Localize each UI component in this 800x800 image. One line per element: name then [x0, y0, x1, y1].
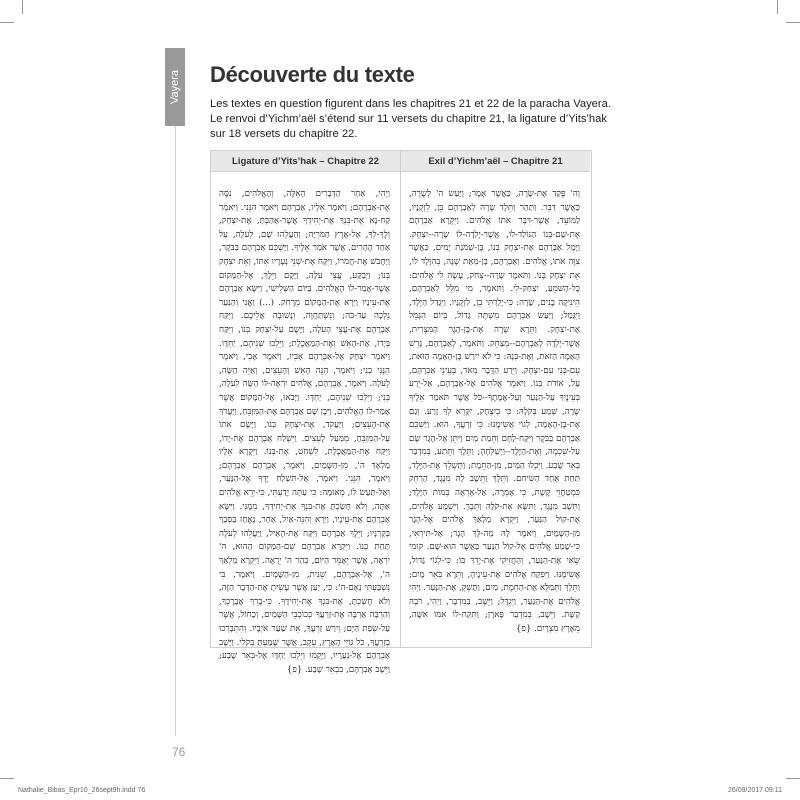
page-title: Découverte du texte — [210, 62, 415, 87]
crop-mark — [0, 778, 14, 779]
hebrew-text-chapter-22: וַיְהִי, אַחַר הַדְּבָרִים הָאֵלֶּה, וְהָאֱלֹהִים, נִסָּה אֶת-אַבְרָהָם; וַיֹּאמֶר אֵלָיו, אַבְרָהָם וַיֹּאמֶר הִנֵּנִי. וַיֹּאמֶר קַח-נָא אֶת-בִּנְךָ אֶת-יְחִידְךָ אֲשֶׁר-אָהַבְתָּ, אֶת-יִצְחָק, וְלֶךְ-לְךָ, אֶל-אֶרֶץ הַמֹּרִיָּה; וְהַעֲלֵהוּ שָׁם, לְעֹלָה, עַל אַחַד הֶהָרִים, אֲשֶׁר אֹמַר אֵלֶיךָ. וַיַּשְׁכֵּם אַבְרָהָם בַּבֹּקֶר, וַיַּחֲבֹשׁ אֶת-חֲמֹרוֹ, וַיִּקַּח אֶת-שְׁנֵי נְעָרָיו אִתּוֹ, וְאֵת יִצְחָק בְּנוֹ; וַיְבַקַּע, עֲצֵי עֹלָה, וַיָּקָם וַיֵּלֶךְ, אֶל-הַמָּקוֹם אֲשֶׁר-אָמַר-לוֹ הָאֱלֹהִים. בַּיּוֹם הַשְּׁלִישִׁי, וַיִּשָּׂא אַבְרָהָם אֶת-עֵינָיו וַיַּרְא אֶת-הַמָּקוֹם מֵרָחֹק. (...) וַאֲנִי וְהַנַּעַר נֵלְכָה עַד-כֹּה; וְנִשְׁתַּחֲוֶה, וְנָשׁוּבָה אֲלֵיכֶם. וַיִּקַּח אַבְרָהָם אֶת-עֲצֵי הָעֹלָה, וַיָּשֶׂם עַל-יִצְחָק בְּנוֹ, וַיִּקַּח בְּיָדוֹ, אֶת-הָאֵשׁ וְאֶת-הַמַּאֲכֶלֶת; וַיֵּלְכוּ שְׁנֵיהֶם, יַחְדָּו. וַיֹּאמֶר יִצְחָק אֶל-אַבְרָהָם אָבִיו, וַיֹּאמֶר אָבִי, וַיֹּאמֶר הִנֶּנִּי בְנִי; וַיֹּאמֶר, הִנֵּה הָאֵשׁ וְהָעֵצִים, וְאַיֵּה הַשֶּׂה, לְעֹלָה. וַיֹּאמֶר, אַבְרָהָם, אֱלֹהִים יִרְאֶה-לּוֹ הַשֶּׂה לְעֹלָה, בְּנִי; וַיֵּלְכוּ שְׁנֵיהֶם, יַחְדָּו. וַיָּבֹאוּ, אֶל-הַמָּקוֹם אֲשֶׁר אָמַר-לוֹ הָאֱלֹהִים, וַיִּבֶן שָׁם אַבְרָהָם אֶת-הַמִּזְבֵּחַ, וַיַּעֲרֹךְ אֶת-הָעֵצִים; וַיַּעֲקֹד, אֶת-יִצְחָק בְּנוֹ, וַיָּשֶׂם אֹתוֹ עַל-הַמִּזְבֵּחַ, מִמַּעַל לָעֵצִים. וַיִּשְׁלַח אַבְרָהָם אֶת-יָדוֹ, וַיִּקַּח אֶת-הַמַּאֲכֶלֶת, לִשְׁחֹט, אֶת-בְּנוֹ. וַיִּקְרָא אֵלָיו מַלְאַךְ ה', מִן-הַשָּׁמַיִם, וַיֹּאמֶר, אַבְרָהָם אַבְרָהָם; וַיֹּאמֶר, הִנֵּנִי. וַיֹּאמֶר, אַל-תִּשְׁלַח יָדְךָ אֶל-הַנַּעַר, וְאַל-תַּעַשׂ לוֹ, מְאוּמָה: כִּי עַתָּה יָדַעְתִּי, כִּי-יְרֵא אֱלֹהִים אַתָּה, וְלֹא חָשַׂכְתָּ אֶת-בִּנְךָ אֶת-יְחִידְךָ, מִמֶּנִּי. וַיִּשָּׂא אַבְרָהָם אֶת-עֵינָיו, וַיַּרְא וְהִנֵּה-אַיִל, אַחַר, נֶאֱחַז בַּסְּבַךְ בְּקַרְנָיו; וַיֵּלֶךְ אַבְרָהָם וַיִּקַּח אֶת-הָאַיִל, וַיַּעֲלֵהוּ לְעֹלָה תַּחַת בְּנוֹ. וַיִּקְרָא אַבְרָהָם שֵׁם-הַמָּקוֹם הַהוּא, ה' יִרְאֶה, אֲשֶׁר יֵאָמֵר הַיּוֹם, בְּהַר ה' יֵרָאֶה. וַיִּקְרָא מַלְאַךְ ה', אֶל-אַבְרָהָם, שֵׁנִית, מִן-הַשָּׁמָיִם. וַיֹּאמֶר, בִּי נִשְׁבַּעְתִּי נְאֻם-ה': כִּי, יַעַן אֲשֶׁר עָשִׂיתָ אֶת-הַדָּבָר הַזֶּה, וְלֹא חָשַׂכְתָּ, אֶת-בִּנְךָ אֶת-יְחִידֶךָ. כִּי-בָרֵךְ אֲבָרֶכְךָ, וְהַרְבָּה אַרְבֶּה אֶת-זַרְעֲךָ כְּכוֹכְבֵי הַשָּׁמַיִם, וְכַחוֹל, אֲשֶׁר עַל-שְׂפַת הַיָּם; וְיִרַשׁ זַרְעֲךָ, אֵת שַׁעַר אֹיְבָיו. וְהִתְבָּרְכוּ בְזַרְעֲךָ, כֹּל גּוֹיֵי הָאָרֶץ, עֵקֶב, אֲשֶׁר שָׁמַעְתָּ בְּקֹלִי. וַיָּשָׁב אַבְרָהָם אֶל-נְעָרָיו, וַיָּקֻמוּ וַיֵּלְכוּ יַחְדָּו אֶל-בְּאֵר שָׁבַע; וַיֵּשֶׁב אַבְרָהָם, בִּבְאֵר שָׁבַע. {פ} — [219, 189, 390, 675]
print-slug-file: Nathalie_Bibas_Epr10_26sept9h.indd 76 — [18, 787, 146, 794]
intro-paragraph — [210, 97, 610, 142]
left-column — [211, 151, 401, 675]
print-slug-date: 26/09/2017 09:11 — [728, 787, 782, 794]
intro-line: Le renvoi d’Yichm’aël s’étend sur 11 versets du chapitre 21, la ligature d’Yits’hak — [210, 113, 607, 125]
crop-mark — [786, 778, 800, 779]
crop-mark — [22, 0, 23, 14]
side-rule — [175, 126, 176, 736]
section-side-tab — [165, 48, 185, 126]
hebrew-text-chapter-21: וַה' פָּקַד אֶת-שָׂרָה, כַּאֲשֶׁר אָמָר; וַיַּעַשׂ ה' לְשָׂרָה, כַּאֲשֶׁר דִּבֵּר. וַתַּהַר וַתֵּלֶד שָׂרָה לְאַבְרָהָם בֵּן, לִזְקֻנָיו, לַמּוֹעֵד, אֲשֶׁר-דִּבֶּר אֹתוֹ אֱלֹהִים. וַיִּקְרָא אַבְרָהָם אֶת-שֶׁם-בְּנוֹ הַנּוֹלַד-לוֹ, אֲשֶׁר-יָלְדָה-לּוֹ שָׂרָה--יִצְחָק. וַיָּמָל אַבְרָהָם אֶת-יִצְחָק בְּנוֹ, בֶּן-שְׁמֹנַת יָמִים, כַּאֲשֶׁר צִוָּה אֹתוֹ, אֱלֹהִים. וְאַבְרָהָם, בֶּן-מְאַת שָׁנָה, בְּהִוָּלֶד לוֹ, אֵת יִצְחָק בְּנוֹ. וַתֹּאמֶר שָׂרָה--צְחֹק, עָשָׂה לִי אֱלֹהִים: כָּל-הַשֹּׁמֵעַ, יִצְחַק-לִי. וַתֹּאמֶר, מִי מִלֵּל לְאַבְרָהָם, הֵינִיקָה בָנִים, שָׂרָה: כִּי-יָלַדְתִּי בֵן, לִזְקֻנָיו. וַיִּגְדַּל הַיֶּלֶד, וַיִּגָּמַל; וַיַּעַשׂ אַבְרָהָם מִשְׁתֶּה גָדוֹל, בְּיוֹם הִגָּמֵל אֶת-יִצְחָק. וַתֵּרֶא שָׂרָה אֶת-בֶּן-הָגָר הַמִּצְרִית, אֲשֶׁר-יָלְדָה לְאַבְרָהָם--מְצַחֵק. וַתֹּאמֶר, לְאַבְרָהָם, גָּרֵשׁ הָאָמָה הַזֹּאת, וְאֶת-בְּנָהּ: כִּי לֹא יִירַשׁ בֶּן-הָאָמָה הַזֹּאת, עִם-בְּנִי עִם-יִצְחָק. וַיֵּרַע הַדָּבָר מְאֹד, בְּעֵינֵי אַבְרָהָם, עַל, אוֹדֹת בְּנוֹ. וַיֹּאמֶר אֱלֹהִים אֶל-אַבְרָהָם, אַל-יֵרַע בְּעֵינֶיךָ עַל-הַנַּעַר וְעַל-אֲמָתֶךָ--כֹּל אֲשֶׁר תֹּאמַר אֵלֶיךָ שָׂרָה, שְׁמַע בְּקֹלָהּ: כִּי בְיִצְחָק, יִקָּרֵא לְךָ זָרַע. וְגַם אֶת-בֶּן-הָאָמָה, לְגוֹי אֲשִׂימֶנּוּ: כִּי זַרְעֲךָ, הוּא. וַיַּשְׁכֵּם אַבְרָהָם בַּבֹּקֶר וַיִּקַּח-לֶחֶם וְחֵמַת מַיִם וַיִּתֵּן אֶל-הָגָר שָׂם עַל-שִׁכְמָהּ, וְאֶת-הַיֶּלֶד--וַיְשַׁלְּחֶהָ; וַתֵּלֶךְ וַתֵּתַע, בְּמִדְבַּר בְּאֵר שָׁבַע. וַיִּכְלוּ הַמַּיִם, מִן-הַחֵמֶת; וַתַּשְׁלֵךְ אֶת-הַיֶּלֶד, תַּחַת אַחַד הַשִּׂיחִם. וַתֵּלֶךְ וַתֵּשֶׁב לָהּ מִנֶּגֶד, הַרְחֵק כִּמְטַחֲוֵי קֶשֶׁת, כִּי אָמְרָה, אַל-אֶרְאֶה בְּמוֹת הַיָּלֶד; וַתֵּשֶׁב מִנֶּגֶד, וַתִּשָּׂא אֶת-קֹלָהּ וַתֵּבְךְּ. וַיִּשְׁמַע אֱלֹהִים, אֶת-קוֹל הַנַּעַר, וַיִּקְרָא מַלְאַךְ אֱלֹהִים אֶל-הָגָר מִן-הַשָּׁמַיִם, וַיֹּאמֶר לָהּ מַה-לָּךְ הָגָר; אַל-תִּירְאִי, כִּי-שָׁמַע אֱלֹהִים אֶל-קוֹל הַנַּעַר בַּאֲשֶׁר הוּא-שָׁם. קוּמִי שְׂאִי אֶת-הַנַּעַר, וְהַחֲזִיקִי אֶת-יָדֵךְ בּוֹ: כִּי-לְגוֹי גָּדוֹל, אֲשִׂימֶנּוּ. וַיִּפְקַח אֱלֹהִים אֶת-עֵינֶיהָ, וַתֵּרֶא בְּאֵר מָיִם; וַתֵּלֶךְ וַתְּמַלֵּא אֶת-הַחֵמֶת, מַיִם, וַתַּשְׁקְ, אֶת-הַנָּעַר. וַיְהִי אֱלֹהִים אֶת-הַנַּעַר, וַיִּגְדָּל; וַיֵּשֶׁב, בַּמִּדְבָּר, וַיְהִי, רֹבֶה קַשָּׁת. וַיֵּשֶׁב, בְּמִדְבַּר פָּארָן; וַתִּקַּח-לוֹ אִמּוֹ אִשָּׁה, מֵאֶרֶץ מִצְרָיִם. {פ} — [409, 189, 580, 634]
crop-mark — [0, 22, 14, 23]
crop-mark — [786, 22, 800, 23]
text-comparison-table — [210, 150, 592, 675]
left-column-header: Ligature d’Yits’hak – Chapitre 22 — [211, 151, 400, 172]
page-number: 76 — [172, 745, 186, 759]
intro-line: sur 18 versets du chapitre 22. — [210, 128, 358, 140]
section-side-tab-label: Vayera — [169, 69, 181, 105]
right-column — [401, 151, 590, 647]
intro-line: Les textes en question figurent dans les chapitres 21 et 22 de la paracha Vayera. — [210, 98, 611, 110]
crop-mark — [777, 0, 778, 14]
right-column-header: Exil d’Yichm’aël – Chapitre 21 — [401, 151, 590, 172]
